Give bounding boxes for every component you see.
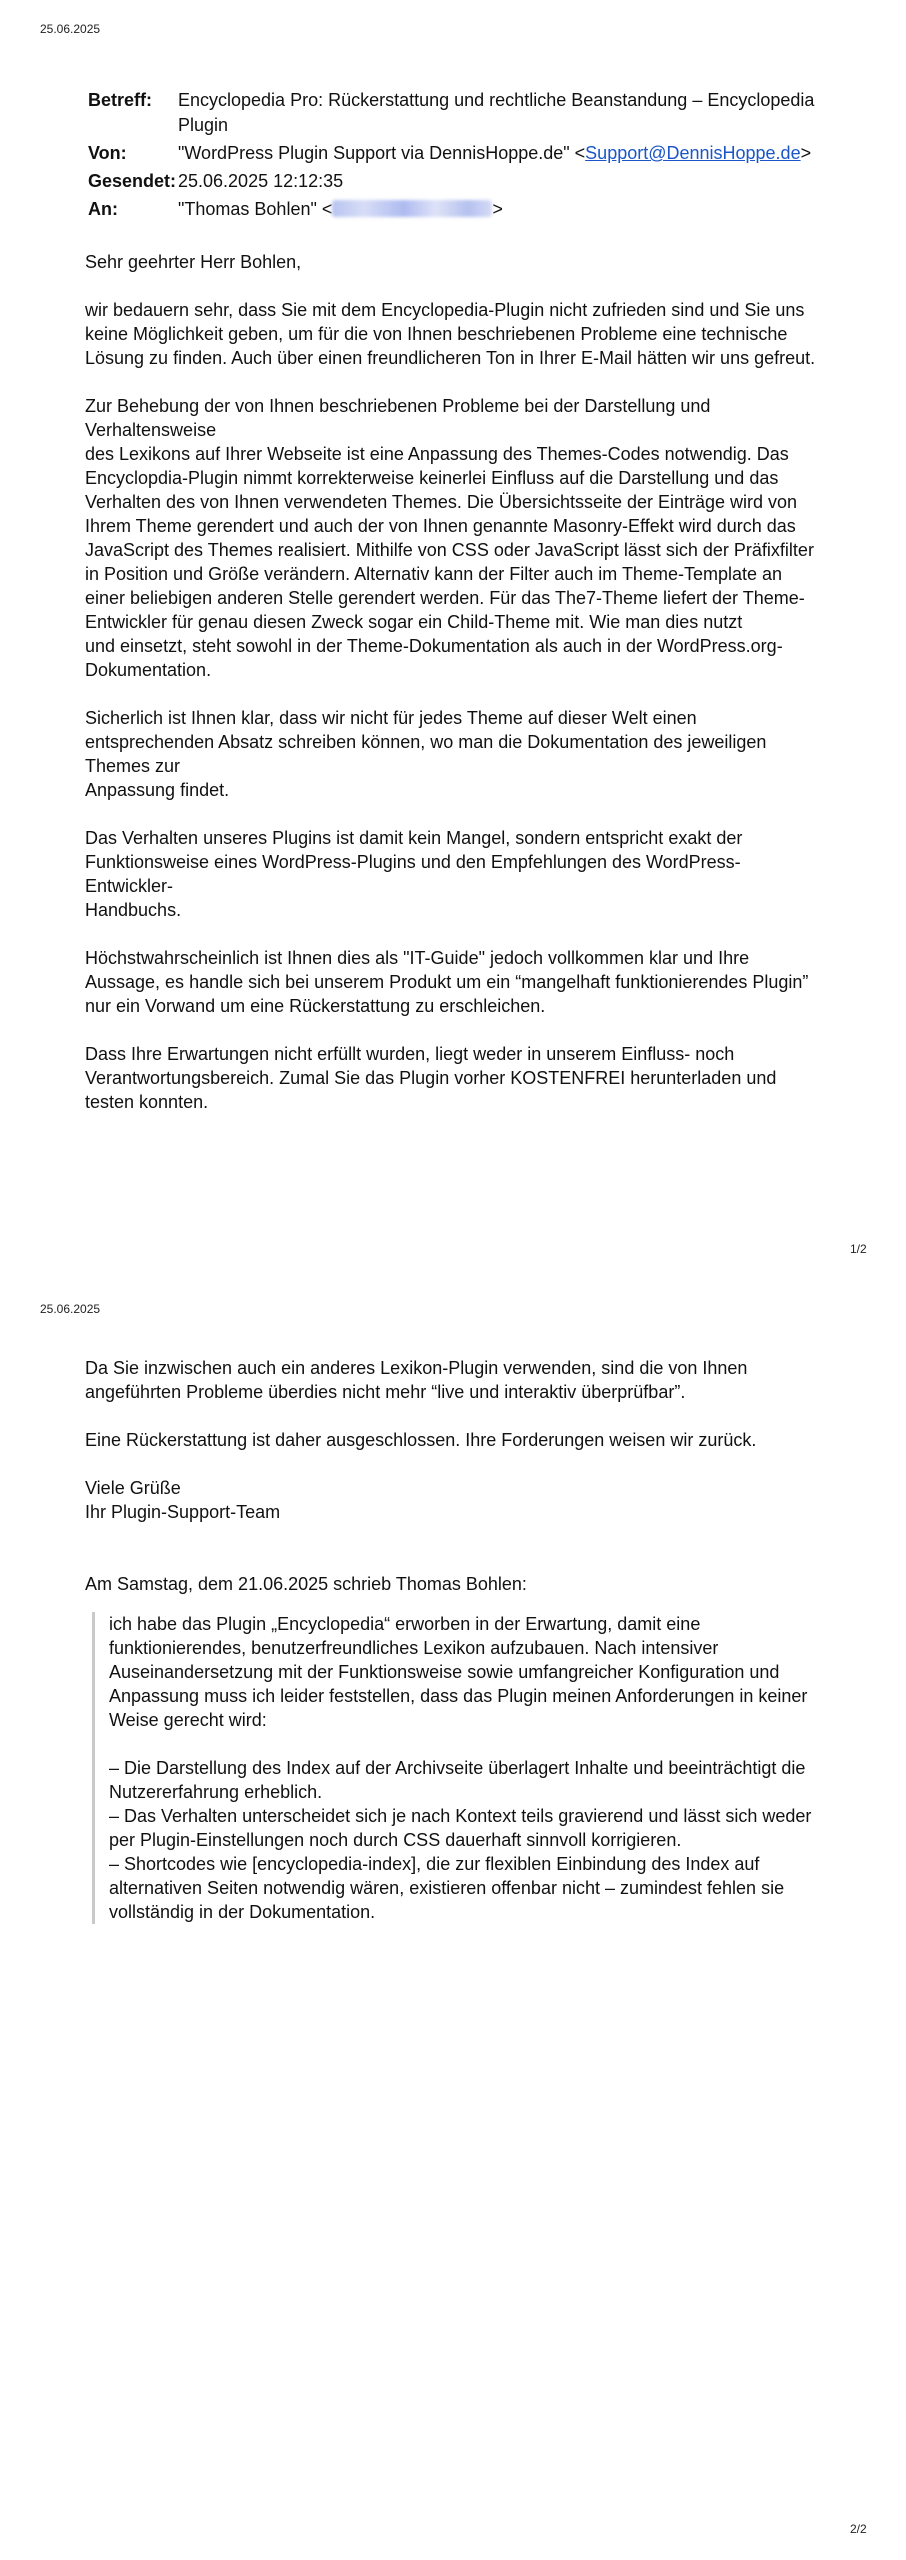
paragraph-2-line-c: und einsetzt, steht sowohl in der Theme-Dokumentation als auch in der WordPress.org-Dokumentation. [85, 636, 783, 680]
email-header [88, 88, 828, 225]
paragraph-6: Dass Ihre Erwartungen nicht erfüllt wurden, liegt weder in unserem Einfluss- noch Verantwortungsbereich. Zumal Sie das Plugin vorher KOSTENFREI herunterladen und testen konnten. [85, 1044, 777, 1112]
email-body-page1 [85, 250, 825, 1138]
to-value [178, 197, 828, 222]
paragraph-8: Eine Rückerstattung ist daher ausgeschlossen. Ihre Forderungen weisen wir zurück. [85, 1430, 757, 1450]
print-date: 25.06.2025 [40, 22, 101, 36]
page-number: 1/2 [850, 1242, 867, 1256]
paragraph-2-line-b: des Lexikons auf Ihrer Webseite ist eine Anpassung des Themes-Codes notwendig. Das Encyclopdia-Plugin nimmt korrekterweise keinerlei Einfluss auf die Darstellung und das Verhalten des von Ihnen verwendeten Themes. Die Übersichtsseite der Einträge wird von Ihrem Theme gerendert und auch der von Ihnen genannte Masonry-Effekt wird durch das JavaScript des Themes realisiert. Mithilfe von CSS oder JavaScript lässt sich der Präfixfilter in Position und Größe verändern. Alternativ kann der Filter auch im Theme-Template an einer beliebigen anderen Stelle gerendert werden. Für das The7-Theme liefert der Theme-Entwickler für genau diesen Zweck sogar ein Child-Theme mit. Wie man dies nutzt [85, 444, 814, 632]
paragraph-7: Da Sie inzwischen auch ein anderes Lexikon-Plugin verwenden, sind die von Ihnen angeführten Probleme überdies nicht mehr “live und interaktiv überprüfbar”. [85, 1358, 748, 1402]
quote-intro-text: Am Samstag, dem 21.06.2025 schrieb Thomas Bohlen: [85, 1574, 527, 1594]
from-row [88, 141, 828, 166]
quote-paragraph: ich habe das Plugin „Encyclopedia“ erworben in der Erwartung, damit eine funktionierendes, benutzerfreundliches Lexikon aufzubauen. Nach intensiver Auseinandersetzung mit der Funktionsweise sowie umfangreicher Konfiguration und Anpassung muss ich leider feststellen, dass das Plugin meinen Anforderungen in keiner Weise gerecht wird: [109, 1614, 808, 1730]
to-close: > [492, 199, 503, 219]
quote-list-item: – Die Darstellung des Index auf der Archivseite überlagert Inhalte und beeinträchtigt die Nutzererfahrung erheblich. [109, 1758, 806, 1802]
sent-label: Gesendet: [88, 171, 177, 191]
to-name: "Thomas Bohlen" < [178, 199, 333, 219]
from-close: > [800, 143, 812, 163]
email-body-page2 [85, 1356, 825, 1548]
paragraph-4-line-a: Das Verhalten unseres Plugins ist damit kein Mangel, sondern entspricht exakt der Funktionsweise eines WordPress-Plugins und den Empfehlungen des WordPress-Entwickler- [85, 828, 743, 896]
paragraph-2-line-a: Zur Behebung der von Ihnen beschriebenen Probleme bei der Darstellung und Verhaltensweise [85, 396, 711, 440]
page-number-page2: 2/2 [850, 2522, 867, 2536]
quote-list-item: – Shortcodes wie [encyclopedia-index], die zur flexiblen Einbindung des Index auf alternativen Seiten notwendig wären, existieren offenbar nicht – zumindest fehlen sie vollständig in der Dokumentation. [109, 1854, 785, 1922]
paragraph-3-line-b: Anpassung findet. [85, 780, 230, 800]
to-label: An: [88, 199, 118, 219]
from-label: Von: [88, 143, 127, 163]
paragraph-4 [85, 826, 825, 922]
from-value [178, 141, 828, 166]
quote-list-item: – Das Verhalten unterscheidet sich je nach Kontext teils gravierend und lässt sich weder per Plugin-Einstellungen noch durch CSS dauerhaft sinnvoll korrigieren. [109, 1806, 812, 1850]
from-name: "WordPress Plugin Support via DennisHoppe.de" < [178, 143, 586, 163]
sent-row [88, 169, 828, 194]
closing-signature: Ihr Plugin-Support-Team [85, 1502, 281, 1522]
paragraph-3-line-a: Sicherlich ist Ihnen klar, dass wir nicht für jedes Theme auf dieser Welt einen entsprechenden Absatz schreiben können, wo man die Dokumentation des jeweiligen Themes zur [85, 708, 767, 776]
paragraph-2 [85, 394, 825, 682]
redacted-email [332, 200, 492, 217]
salutation: Sehr geehrter Herr Bohlen, [85, 252, 302, 272]
paragraph-4-line-b: Handbuchs. [85, 900, 182, 920]
quoted-message [92, 1612, 839, 1924]
subject-label: Betreff: [88, 90, 153, 110]
subject-row [88, 88, 828, 138]
subject-value: Encyclopedia Pro: Rückerstattung und rechtliche Beanstandung – Encyclopedia Plugin [178, 90, 815, 135]
to-row [88, 197, 828, 222]
print-date-page2: 25.06.2025 [40, 1302, 101, 1316]
closing-greeting: Viele Grüße [85, 1478, 181, 1498]
paragraph-1: wir bedauern sehr, dass Sie mit dem Encyclopedia-Plugin nicht zufrieden sind und Sie uns keine Möglichkeit geben, um für die von Ihnen beschriebenen Probleme eine technische Lösung zu finden. Auch über einen freundlicheren Ton in Ihrer E-Mail hätten wir uns gefreut. [85, 300, 816, 368]
closing [85, 1476, 825, 1524]
sent-value: 25.06.2025 12:12:35 [178, 171, 344, 191]
paragraph-5: Höchstwahrscheinlich ist Ihnen dies als "IT-Guide" jedoch vollkommen klar und Ihre Aussage, es handle sich bei unserem Produkt um ein “mangelhaft funktionierendes Plugin” nur ein Vorwand um eine Rückerstattung zu erschleichen. [85, 948, 809, 1016]
paragraph-3 [85, 706, 825, 802]
from-email-link[interactable]: Support@DennisHoppe.de [585, 143, 801, 163]
